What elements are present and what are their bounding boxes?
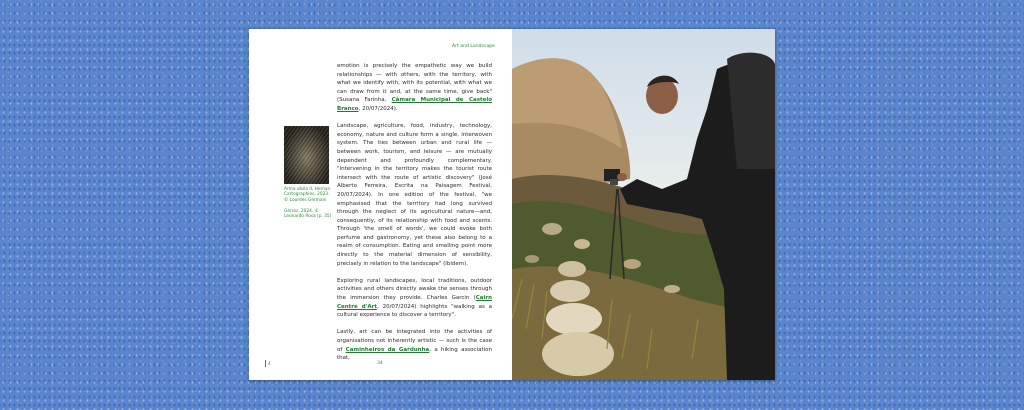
paragraph: Landscape, agriculture, food, industry, technology, economy, nature and culture form a single, interwoven system. The ties between urban and rural life — between work, tourism, and leisure — are mutually dependent and profoundly complementary. "Intervening in the territory makes the tourist route intersect with the route of artistic discovery" (José Alberto Ferreira, Escrita na Paisagem Festival, 20/07/2024). In one edition of the festival, "we emphasised that the territory had long survived through the neglect of its agricultural nature—and, consequently, of its relationship with food and scents. Through 'the smell of words', we could evoke both perfume and gastronomy, yet these also belong to a realm of consumption. Eating and smelling point more directly to the material dimension of sensibility, precisely in relation to the landscape" (ibidem).	[337, 123, 492, 267]
right-page-photo	[512, 29, 775, 380]
page-number: 34	[377, 361, 383, 366]
running-head: Art and Landscape	[451, 44, 495, 49]
text-link[interactable]: Câmara Municipal de Castelo Branco	[337, 97, 492, 112]
paragraph: Exploring rural landscapes, local traditions, outdoor activities and others directly awake the senses through the immersion they provide. Charles Garcin (Cairn Centre d'Art, 20/07/2024) highlights "walking as a cultural experience to discover a territory".	[337, 277, 493, 319]
image-caption: Gerroz, 2024. © Leonardo Rosa (p. 35)	[284, 209, 332, 220]
book-spread	[249, 29, 775, 380]
paragraph: Lastly, art can be integrated into the activities of organisations not inherently artistic — such is the case of Caminheiros da Gardunha, a hiking association that,	[337, 329, 492, 362]
folio-marker-line	[265, 360, 266, 367]
text-link[interactable]: Cairn Centre d'Art	[337, 295, 492, 310]
thumbnail-image	[284, 126, 329, 184]
body-text	[337, 62, 492, 371]
image-caption: Arma sibila II, Hernan Cartographies, 2023. © Lourdes Germani	[284, 187, 331, 203]
text-link[interactable]: Caminheiros da Gardunha	[345, 346, 430, 353]
paragraph: emotion is precisely the empathetic way we build relationships — with others, with the territory, with what we identify with, with its potential, with what we can draw from it and, at the same time, give back" (Susana Farinha, Câmara Municipal de Castelo Branco, 20/07/2024).	[337, 63, 492, 112]
folio-marker: 4	[268, 361, 271, 366]
hiker-photograph	[512, 29, 775, 380]
left-page	[249, 29, 512, 380]
